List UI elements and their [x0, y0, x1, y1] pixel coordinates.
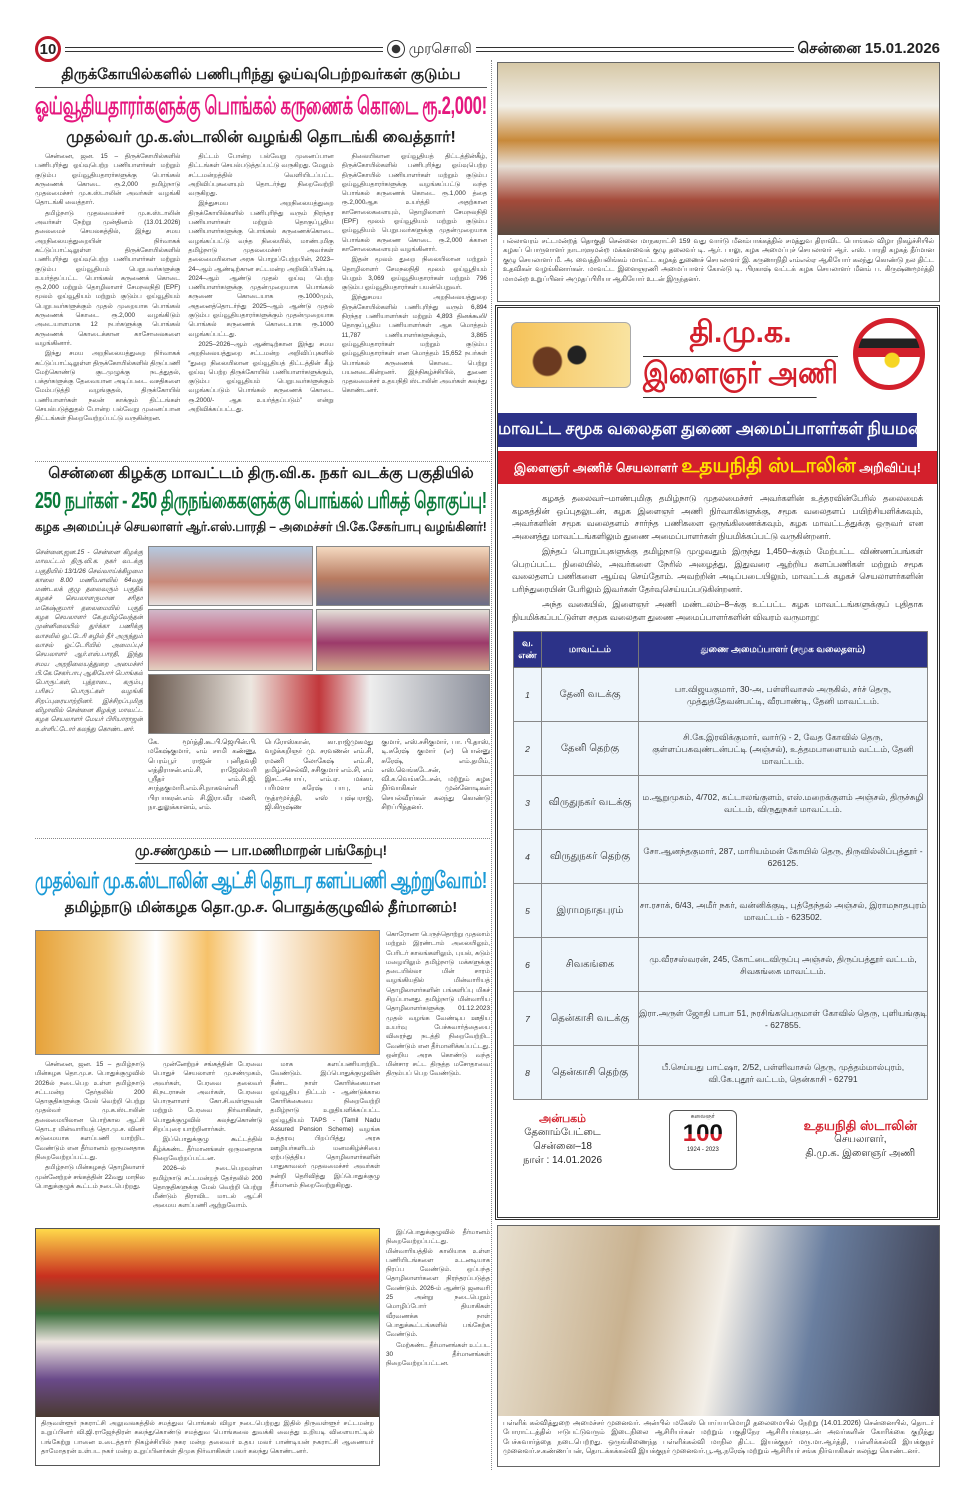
district-cell: தென்காசி வடக்கு: [542, 992, 639, 1046]
body-column: [35, 152, 180, 457]
paragraph: இப்பொதுக்குழுவில் தீர்மானம் நிறைவேற்றப்பட்டது. மின்வாரியத்தில் காலியாக உள்ள பணியிடங்களை உடனடியாக நிரப்ப வேண்டும். ஒப்பந்த தொழிலாளர்களை நிரந்தரப்படுத்த வேண்டும். 2026-ம் ஆண்டு ஜனவரி 25 அன்று நடைபெறும் மொழிப்போர் தியாகிகள் வீரவணக்க நாள் பொதுக்கூட்டங்களில் பங்கேற்க வேண்டும்.: [386, 1229, 490, 1339]
logo-years: 1924 - 2023: [686, 1147, 719, 1153]
subheadline: முதல்வர் மு.க.ஸ்டாலின் வழங்கி தொடங்கி வைத்தார்!: [66, 129, 456, 146]
body-column: [188, 152, 333, 457]
ad-title-line1: தி.மு.க.: [643, 316, 838, 357]
paragraph: இந்துசமய அறநிலையத்துறை திருக்கோயில்களில் பணிபுரிந்து வரும் நிரந்தர பணியாளர்கள் மற்றும் தொகுப்பூதிய பணியாளர்களுக்கு பொங்கல் கருணைக்கொடை வழங்கப்பட்டு வந்த நிலையில், மாண்புமிகு தமிழ்நாடு முதலமைச்சர் அவர்கள் தலைமையிலான அரசு பொறுப்பேற்றபின், 2023–24–ஆம் ஆண்டிற்கான சட்டமன்ற அறிவிப்பின்படி 2024–ஆம் ஆண்டு முதல் ஓய்வு பெற்ற பணியாளர்களுக்கு முதன்முறையாக பொங்கல் கருணை கொடையாக ரூ.1000மும், அதனைத்தொடர்ந்து 2025–ஆம் ஆண்டு முதல் குடும்ப ஓய்வூதியதாரர்களுக்கும் முதன்முறையாக பொங்கல் கருணைக் கொடையாக ரூ.1000 வழங்கப்பட்டது.: [188, 200, 334, 338]
banner-text: அறிவிப்பு!: [859, 461, 921, 475]
footer-place: அன்பகம்: [539, 1113, 587, 1125]
district-cell: தேனி வடக்கு: [542, 668, 639, 722]
pongal-festival-photo: [36, 1229, 379, 1417]
paragraph: இந்துசமய அறநிலையத்துறை திருக்கோயில்களில் பணிபுரிந்து வரும் 6,894 நிரந்தர பணியாளர்கள் மற்றும் 4,893 தினக்கூலி/தொகுப்பூதிய பணியாளர்கள் ஆக மொத்தம் 11,787 பணியாளர்களுக்கும், 3,865 ஓய்வூதியதாரர்கள் மற்றும் குடும்ப ஓய்வூதியதாரர்கள் என மொத்தம் 15,652 நபர்கள் பொங்கல் கருணைக் கொடை பெற்று பயனடைகின்றனர். இந்நிகழ்ச்சியில், துணை முதலமைச்சர் உதயநிதி ஸ்டாலின் அவர்கள் கலந்து கொண்டனர்.: [341, 294, 487, 395]
appointee-cell: இரா.அருள் ஜோதி பாபா 51, நரசிங்கபெருமாள் கோவில் தெரு, புளியங்குடி - 627855.: [639, 992, 928, 1046]
headline: ஓய்வூதியதாரர்களுக்கு பொங்கல் கருணைக் கொடை ரூ.2,000!: [35, 92, 487, 120]
kicker: திருக்கோயில்களில் பணிபுரிந்து ஓய்வுபெற்றவர்கள் குடும்ப: [35, 66, 487, 88]
divider: [35, 461, 490, 462]
serial-cell: 8: [514, 1046, 542, 1100]
divider: [35, 838, 490, 839]
caption: குமார், எஸ்.சசிகுமார், பா. பி.தாஸ், டி.சுரேஷ் குமார் (எ) பொன்னு சுரேஷ், எம்.தமிம், எஸ்.வெங்கடேசன், வி.க.வெங்கடேசன், மற்றும் கழக நிர்வாகிகள் முன்னோடிகள் செயல்வீரர்கள் கலந்து கொண்டு சிறப்பித்தனர்.: [381, 739, 491, 812]
serial-cell: 5: [514, 884, 542, 938]
appointee-cell: சி.கே.இரவிக்குமார், வார்டு - 2, வேத கோவில் தெரு, குள்ளப்பகவுண்டன்பட்டி (அஞ்சல்), உத்தமபாளையம் வட்டம், தேனி மாவட்டம்.: [639, 722, 928, 776]
page-header: [35, 36, 940, 62]
district-cell: விருதுநகர் வடக்கு: [542, 776, 639, 830]
paragraph: இந்து சமய அறநிலையத்துறை நிர்வாகக் கட்டுப்பாட்டிலுள்ள திருக்கோயில்களில் திருப்பணி மேற்கொண்டு குடமுழுக்கு நடத்துதல், பக்தர்களுக்கு தேவையான அடிப்படை வசதிகளை மேம்படுத்தி வழங்குதல், திருக்கோயில் பணியாளர்கள் நலன் காக்கும் திட்டங்கள் செயல்படுத்துதல் போன்ற பல்வேறு முனைப்பான திட்டங்கள் நிறைவேற்றப்பட்டு வருகின்றன.: [35, 350, 181, 423]
paragraph: சென்னை, ஜன. 15 – தமிழ்நாடு மின்கழக தொ.மு.ச. பொதுக்குழுவில் 2026ல் நடைபெற உள்ள தமிழ்நாடு சட்டமன்ற தேர்தலில் 200 தொகுதிகளுக்கு மேல் வெற்றி பெற்று முதல்வர் மு.க.ஸ்டாலின் தலைமையிலான பொற்கால ஆட்சி தொடர மின்வாரியத் தொ.மு.ச. வினர் கடுமையாக களப்பணி யாற்றிட வேண்டும் என தீர்மானம் ஒருமனதாக நிறைவேற்றப்பட்டது.: [35, 1061, 145, 1161]
side-text-continued: [386, 1228, 490, 1468]
table-row: [514, 884, 928, 938]
pongal-event-photo: [498, 63, 939, 235]
appointee-cell: பீ.செய்யது பாட்ஷா, 2/52, பள்ளிவாசல் தெரு, முத்தம்மால்புரம், வி.கே.புதூர் வட்டம், தென்காசி - 62791: [639, 1046, 928, 1100]
leaders-portrait: [511, 322, 631, 388]
event-photo: [316, 609, 490, 671]
district-cell: தென்காசி தெற்கு: [542, 1046, 639, 1100]
signatory-name: உதயநிதி ஸ்டாலின்: [803, 1118, 917, 1133]
table-row: [514, 830, 928, 884]
union-meeting-photo: [35, 930, 380, 1055]
logo-text: கலைஞர்: [690, 1114, 715, 1120]
serial-cell: 4: [514, 830, 542, 884]
district-cell: இராமநாதபுரம்: [542, 884, 639, 938]
photo-grid: [148, 546, 490, 734]
paragraph: கழகத் தலைவர்–மாண்புமிகு தமிழ்நாடு முதலமைச்சர் அவர்களின் உத்தரவின்பேரில் தலைமைக் கழகத்தின் ஒப்புதலுடன், கழக இளைஞர் அணி நிர்வாகிகளுக்கு, சமூக வலைதளப் பயிற்சியளிக்கவும், அவர்களின் சமூக வலைதளம் சார்ந்த பணிகளை ஒருங்கிணைக்கவும், கழக மாவட்டத்துக்கு ஒருவர் என அனைத்து மாவட்டங்களிலும் துணை அமைப்பாளர்கள் நியமிக்கப்பட்டு வருகின்றனர்.: [512, 493, 923, 541]
murasoli-logo-icon: [387, 40, 405, 58]
headline: 250 நபர்கள் - 250 திருநங்கைகளுக்கு பொங்கல் பரிசுத் தொகுப்பு!: [35, 487, 487, 513]
article-pension-pongal: [35, 66, 487, 457]
crowd-photo: [148, 674, 490, 734]
masthead: [387, 40, 472, 59]
education-meeting-photo: [498, 1226, 939, 1416]
paragraph: மேற்கண்ட தீர்மானங்கள் உட்பட 30 தீர்மானங்கள் நிறைவேற்றப்பட்டன.: [386, 1341, 490, 1368]
article-pongal-gift: [35, 465, 487, 536]
caption: கே. மூர்த்தி.கூ.பி.ஜெயின்.பி. மகேஷ்குமார், எம் சாமி கண்ணு, பெரம்பூர் ராஜன் புனிதவதி எத்திராசன்.எம்.சி, ராஜேஸ்வரி ஸ்ரீதர் எம்.சி.ஜி. சாந்தகுமாரி.எம்.சி.நாகவள்ளி பிரபாகரன்.எம் சி.இரா.வீர மணி, நா.துலுக்கானம், எம்.: [148, 739, 257, 812]
banner-text: இளைஞர் அணிச் செயலாளர்: [514, 461, 678, 475]
appointee-cell: மு.வீரசஸ்வரன், 245, கோட்டைவிருப்பு அஞ்சல், திருப்பத்தூர் வட்டம், சிவகங்கை மாவட்டம்.: [639, 938, 928, 992]
paragraph: திட்டம் போன்ற பல்வேறு முனைப்பான திட்டங்கள் செயல்படுத்தப்பட்டு வருகிறது. மேலும் சட்டமன்றத்தில் வெளியிடப்பட்ட அறிவிப்புகளையும் தொடர்ந்து நிறைவேற்றி வருகிறது.: [188, 153, 334, 198]
paragraph: தமிழ்நாடு முதலமைச்சர் மு.க.ஸ்டாலின் அவர்கள் நேற்று முன்தினம் (13.01.2026) தலைமைச் செயலகத்தில், இந்து சமய அறநிலையத்துறையின் நிர்வாகக் கட்டுப்பாட்டிலுள்ள திருக்கோயில்களில் பணிபுரிந்து ஓய்வுபெற்ற பணியாளர்கள் மற்றும் குடும்ப ஓய்வூதியம் பெறுபவர்களுக்கு உயர்த்தப்பட்ட பொங்கல் கருணைக் கொடை ரூ.2,000 மற்றும் தொழிலாளர் சேமநலநிதி (EPF) மூலம் ஓய்வூதியம் மற்றும் குடும்ப ஓய்வூதியம் பெறுபவர்களுக்கும் முதல் முறையாக பொங்கல் கருணைக் கொடை ரூ.2,000 வழங்கிடும் அடையாளமாக 12 நபர்களுக்கு பொங்கல் கருணைக் கொடைக்கான காசோலைகளை வழங்கினார்.: [35, 209, 181, 347]
caption: பள்ளிக் கல்வித்துறை அமைச்சர் முனைவர். அன்பில் மகேஸ் பொய்யாமொழி தலைமையில் நேற்று (14.01.2026) சென்னையில், தொடர் போராட்டத்தில் ஈடுபட்டுவரும் இடைநிலை ஆசிரியர்கள் மற்றும் பகுதிநேர ஆசிரியர்களுடன் அவர்களின் கோரிக்கை குறித்து பேச்சுவார்த்தை நடைபெற்றது. ஒருங்கிணைந்த பள்ளிக்கல்வி மாநில திட்ட இயக்குநர் மரு.மா.ஆர்த்தி, பள்ளிக்கல்வி இயக்குநர் முனைவர்.ச.கண்ணப்பன், தொடக்கக்கல்வி இயக்குநர் முனைவர்.பூ.ஆ.நரேஷ் மற்றும் ஆசிரியர் சங்க நிர்வாகிகள் கலந்து கொண்டனர்.: [503, 1420, 934, 1456]
event-photo: [148, 609, 313, 671]
article-eb-union: [35, 842, 487, 918]
top-photo-box: [497, 62, 940, 302]
announcement-banner: [498, 451, 937, 484]
page-number: 10: [35, 36, 61, 62]
photo-captions: [148, 738, 490, 836]
subheadline: கழக அமைப்புச் செயலாளர் ஆர்.எஸ்.பாரதி – அமைச்சர் பி.கே.சேகர்பாபு வழங்கினர்!: [35, 519, 487, 534]
headline: முதல்வர் மு.க.ஸ்டாலின் ஆட்சி தொடர களப்பணி ஆற்றுவோம்!: [35, 867, 487, 893]
district-cell: தேனி தெற்கு: [542, 722, 639, 776]
bottom-photo-box: [497, 1225, 940, 1467]
paragraph: 2026–ல் நடைபெறவுள்ள தமிழ்நாடு சட்டமன்றத் தேர்தலில் 200 தொகுதிகளுக்கு மேல் வெற்றி பெற்று மீண்டும் திராவிட மாடல் ஆட்சி அமைய களப்பணி ஆற்றுவோம்.: [152, 1165, 263, 1210]
paragraph: இப்பொதுக்குழு கூட்டத்தில் கீழ்க்கண்ட தீர்மானங்கள் ஒருமனதாக நிறைவேற்றப்பட்டன.: [152, 1136, 263, 1162]
table-row: [514, 938, 928, 992]
header-rule: [65, 47, 383, 52]
caption: பெரோஸ்கான், கா.ராஜ்முகமது வழக்கறிஞர் மு. சரவணன் எம்.சி, ரமணி லோகேஷ் எம்.சி, தமிழ்ச்செல்வி, சசிகுமார் எம்.சி, எம் இசட்.அபாய், எம்.ஏ. மக்கா, பரிமளா கரேஷ் பாபு, எம் ருத்ரமூர்த்தி, எஸ் புஷ்பராஜ், ஜி.கிருஷ்ண: [264, 739, 374, 812]
body-column: [35, 1060, 145, 1225]
event-photo: [316, 546, 490, 606]
serial-cell: 1: [514, 668, 542, 722]
pongal-photo-box: [35, 1228, 380, 1466]
district-cell: சிவகங்கை: [542, 938, 639, 992]
header-rule: [476, 47, 794, 52]
appointee-cell: பா.விஜயகுமார், 30-அ, பள்ளிவாசல் அருகில், சர்ச் தெரு, முத்துத்தேவன்பட்டி, வீரபாண்டி, தேனி மாவட்டம்.: [639, 668, 928, 722]
issue-date: சென்னை 15.01.2026: [797, 39, 941, 57]
signatory-role: செயலாளர்,: [834, 1134, 887, 1145]
appointee-cell: சோ.ஆனந்தகுமார், 287, மாரியம்மன் கோயில் தெரு, திருவில்லிப்புத்தூர் - 626125.: [639, 830, 928, 884]
table-row: [514, 992, 928, 1046]
caption: திருவள்ளூர் நகராட்சி அலுவலகத்தில் சமத்துவ பொங்கல் விழா நடைபெற்றது இதில் திருவள்ளூர் சட்டமன்ற உறுப்பினர் வி.ஜி.ராஜேந்திரன் கலந்துகொண்டு சமத்துவ பொங்கலை துவக்கி வைத்து உறியடி விளையாட்டில் பங்கேற்று பானை உடைத்தார் நிகழ்ச்சியில் நகர மன்ற தலைவர் உதய மலர் பாண்டியன் நகராட்சி ஆணையர் தாமோதரன் உள்பட நகர் மன்ற உறுப்பினர்கள் திமுக நிர்வாகிகள் பலர் கலந்து கொண்டனர்.: [41, 1420, 374, 1456]
event-photo: [148, 546, 313, 606]
paragraph: 2025–2026–ஆம் ஆண்டிற்கான இந்து சமய அறநிலையத்துறை சட்டமன்ற அறிவிப்புகளில் “துறை நிலையிலான ஓய்வூதியத் திட்டத்தின் கீழ் ஓய்வு பெற்ற திருக்கோயில் பணியாளர்களுக்கும், குடும்ப ஓய்வூதியம் பெறுபவர்களுக்கும் வழங்கப்படும் பொங்கல் கருணைக் கொடை ரூ.2000/- ஆக உயர்த்தப்படும்” என்று அறிவிக்கப்பட்டது.: [188, 340, 334, 414]
paragraph: நிலையிலான ஓய்வூதியத் திட்டத்தின்கீழ், திருக்கோயில்களில் பணிபுரிந்து ஓய்வுபெற்ற திருக்கோயில் பணியாளர்கள் மற்றும் குடும்ப ஓய்வூதியதாரர்களுக்கு வழங்கப்பட்டு வந்த பொங்கல் கருணைக் கொடை ரூ.1,000 த்தை ரூ.2,000ஆக உயர்த்தி அதற்கான காசோலைகளையும், தொழிலாளர் சேமநலநிதி (EPF) மூலம் ஓய்வூதியம் மற்றும் குடும்ப ஓய்வூதியம் பெறுபவர்களுக்கு முதன்முறையாக பொங்கல் கருணை கொடை ரூ.2,000 க்கான காசோலைகளையும் வழங்கினார்.: [341, 153, 487, 253]
col-header-district: மாவட்டம்: [542, 632, 639, 668]
appointments-table: [513, 631, 928, 1100]
footer-city: சென்னை–18: [533, 1141, 592, 1152]
logo-number: 100: [670, 1121, 736, 1147]
dmk-youth-wing-notice: [495, 305, 940, 1220]
paragraph: சென்னை, ஜன. 15 – திருக்கோயில்களில் பணிபுரிந்து ஓய்வுபெற்ற பணியாளர்கள் மற்றும் குடும்ப ஓய்வூதியதாரர்களுக்கு பொங்கல் கருணைக் கொடை ரூ.2,000 தமிழ்நாடு முதலமைச்சர் மு.க.ஸ்டாலின் அவர்கள் வழங்கி தொடங்கி வைத்தார்.: [35, 153, 181, 207]
article-body: [35, 152, 487, 457]
column-divider: [491, 60, 492, 1470]
col-header-appointee: துணை அமைப்பாளர் (சமூக வலைதளம்): [639, 632, 928, 668]
paper-name: முரசொலி: [408, 39, 472, 56]
paragraph: மாக களப்பணியாற்றிட வேண்டும். இப்பொதுக்குழுவின் நீண்ட நாள் கோரிக்கையான ஓய்வூதிய திட்டம் - ஆண்டுக்கால கோரிக்கையை நிறைவேற்றி தமிழ்நாடு உறுதியளிக்கப்பட்ட ஓய்வூதியம் TAPS - (Tamil Nadu Assured Pension Scheme) வழங்க உத்தரவு பிறப்பித்து அரசு ஊழியர்களிடம் மனமகிழ்ச்சியை ஏற்படுத்திய தொழிலாளர்களின் பாதுகாவலர் முதலமைச்சர் அவர்கள் நன்றி தெரிவித்து இப்பொதுக்குழு தீர்மானம் நிறைவேற்றுகிறது.: [270, 1061, 381, 1189]
ad-title-line2: இளைஞர் அணி: [643, 357, 817, 398]
signatory-org: தி.மு.க. இளைஞர் அணி: [805, 1148, 916, 1159]
footer-date: நாள் : 14.01.2026: [523, 1155, 603, 1166]
table-row: [514, 722, 928, 776]
paragraph: முன்னேற்றச் சங்கத்தின் பேரவை பொதுச் செயலாளர் மு.சண்முகம், அவர்கள், பேரவை தலைவர் கி.நடராசன் அவர்கள், பேரவை பொருளாளர் கோ.சி.வள்ளுவன் மற்றும் பேரவை நிர்வாகிகள், பொதுக்குழுவில் கலந்துகொண்டு சிறப்புரை யாற்றினார்கள்.: [152, 1061, 263, 1134]
appointee-cell: ம.ஆறுமுகம், 4/702, கட்டாலங்குளம், எஸ்.மறைக்குளம் அஞ்சல், திருச்சுழி வட்டம், விருதுநகர் மாவட்டம்.: [639, 776, 928, 830]
col-header-serial: வ. எண்: [514, 632, 542, 668]
kicker: சென்னை கிழக்கு மாவட்டம் திரு.வி.க. நகர் வடக்கு பகுதியில்: [48, 465, 474, 482]
caption: பல்லாவரம் சட்டமன்றத் தொகுதி சென்னை மாநகராட்சி 159 வது வார்டு மீனம்பாக்கத்தில் சமத்துவ திராவிட பொங்கல் விழா நிகழ்ச்சியில் கழகப் பொருளாளர் நாடாளுமன்ற மக்களவைக் குழு தலைவர் டி. ஆர். பாலு, கழக அமைப்புச் செயலாளர் ஆர். எஸ். பாரதி கழகத் தீர்மான குழு செயலாளர் மீ. அ. வைத்தியலிங்கம் மாவட்ட கழகத் துணைச் செயலாளர் இ. கருணாநிதி எம்எல்ஏ ஆகியோர் கலந்து கொண்டு நல திட்ட உதவிகள் வழங்கினார்கள். மாவட்ட இளைஞரணி அமைப்பாளர் கோல்டு டி. பிரகாஷ் வட்டக் கழக செயலாளர் மீனம் ப. கிருஷ்ணமூர்த்தி மாமன்ற உறுப்பினர் அமுதப்பிரியா ஆகியோர் உடன் இருந்தனர்.: [503, 238, 934, 283]
appointee-cell: சா.ரசாக், 6/43, அமீர் நகர், வன்னிக்குடி, புத்தேந்தல் அஞ்சல், இராமநாதபுரம் மாவட்டம் - 623502.: [639, 884, 928, 938]
body-column: [342, 152, 487, 457]
body-column: [270, 1060, 380, 1225]
body-column: [153, 1060, 263, 1225]
appointment-banner: மாவட்ட சமூக வலைதள துணை அமைப்பாளர்கள் நியமனம்: [498, 413, 917, 447]
serial-cell: 6: [514, 938, 542, 992]
kicker: மு.சண்முகம் — பா.மணிமாறன் பங்கேற்பு!: [135, 842, 372, 864]
article-body: சென்னை,ஜன.15 - சென்னை கிழக்கு மாவட்டம் திரு.வி.க. நகர் வடக்கு பகுதியில் 13/1/26 செவ்வாய்க்கிழமை காலை 8.00 மணியளவில் 64வது மண்டலக் குழு தலைவரும் பகுதிக் கழகச் செயலாளருமான சரிதா மகேஷ்குமார் தலைமையில் பகுதி கழக செயலாளர் கே.தமிழ்வேந்தன் முன்னிலையில் துர்க்கா பணிக்கு வாசலில் ஓட்டேரி சுழில் நீர் அருந்தும் வாசல் ஓட்டேரியில் அமைப்புச் செயலாளர் ஆர்.எஸ்.பாரதி, இந்து சமய அறநிலையத்துறை அமைச்சர் பி.கே.சேகர்பாபு ஆகியோர் பொங்கல் பொருட்கள், புத்தாடை, கரும்பு பரிசுப் பொருட்கள் வழங்கி சிறப்புரையாற்றினர். இச்சிறப்புமிகு விழாவில் சென்னை கிழக்கு மாவட்ட கழக செயலாளர் மேயர் பிரியாராஜன் உள்ளிட்டோர் கலந்து கொண்டனர்.: [35, 549, 143, 733]
banner-name: உதயநிதி ஸ்டாலின்: [681, 455, 856, 477]
footer-area: தேனாம்பேட்டை: [524, 1127, 601, 1138]
ad-footer: [498, 1100, 937, 1170]
youth-wing-emblem: [853, 318, 925, 390]
serial-cell: 3: [514, 776, 542, 830]
table-row: [514, 776, 928, 830]
table-row: [514, 1046, 928, 1100]
serial-cell: 7: [514, 992, 542, 1046]
table-row: [514, 668, 928, 722]
kalaignar-100-logo: [669, 1110, 737, 1170]
ad-header: [498, 308, 937, 413]
paragraph: தமிழ்நாடு மின்கழகத் தொழிலாளர் முன்னேற்றச் சங்கத்தின் 22வது மாநில பொதுக்குழுக் கூட்டம் நடைபெற்றது.: [35, 1164, 145, 1190]
subheadline: தமிழ்நாடு மின்கழக தொ.மு.ச. பொதுக்குழுவில் தீர்மானம்!: [64, 899, 458, 916]
article-body: [35, 1060, 380, 1225]
paragraph: அந்த வகையில், இளைஞர் அணி மண்டலம்–8–க்கு உட்பட்ட கழக மாவட்டங்களுக்குப் புதிதாக நியமிக்கப்பட்டுள்ள சமூக வலைதள துணை அமைப்பாளர்களின் விவரம் வருமாறு:: [512, 599, 923, 622]
notice-body: [498, 484, 937, 623]
serial-cell: 2: [514, 722, 542, 776]
side-text: கொரோனா பெருந்தொற்று முதலாம் மற்றும் இரண்டாம் அலையிலும், பேரிடர் காலங்களிலும், புயல், கடும் மழையிலும் தமிழ்நாடு மக்களுக்கு தடையில்லா மின் சாரம் வழங்கியதில் மின்வாரியத் தொழிலாளர்களின் பங்களிப்பு மிகச் சிறப்பானது. தமிழ்நாடு மின்வாரிய தொழிலாளர்களுக்கு 01.12.2023 முதல் வழங்க வேண்டிய ஊதிய உயர்வு பேச்சுவார்த்தையை விரைந்து நடத்தி நிறைவேற்றிட வேண்டும் என தீர்மானிக்கப்பட்டது. ஒன்றிய அரசு கொண்டு வந்த மின்சார சட்ட திருத்த மசோதாவை திரும்பப் பெற வேண்டும்.: [386, 931, 490, 1078]
district-cell: விருதுநகர் தெற்கு: [542, 830, 639, 884]
paragraph: இதன் மூலம் துறை நிலையிலான மற்றும் தொழிலாளர் சேமநலநிதி மூலம் ஓய்வூதியம் பெறும் 3,069 ஓய்வூதியதாரர்கள் மற்றும் 796 குடும்ப ஓய்வூதியதாரர்கள் பயன்பெறுவர்.: [341, 256, 487, 292]
paragraph: இந்தப் பொறுப்புகளுக்கு தமிழ்நாடு முழுவதும் இருந்து 1,450–க்கும் மேற்பட்ட விண்ணப்பங்கள் பெறப்பட்ட நிலையில், அவர்களை நேரில் அழைத்து, இதுவரை ஆற்றிய களப்பணிகள் மற்றும் சமூக வலைதளப் பணிகளை ஆய்வு செய்தோம். அவற்றின் அடிப்படையிலும், மாவட்டக் கழகச் செயலாளர்களின் பரிந்துரையின் பேரிலும் இவர்கள் தேர்வுசெய்யப்படுகின்றனர்.: [512, 546, 923, 594]
